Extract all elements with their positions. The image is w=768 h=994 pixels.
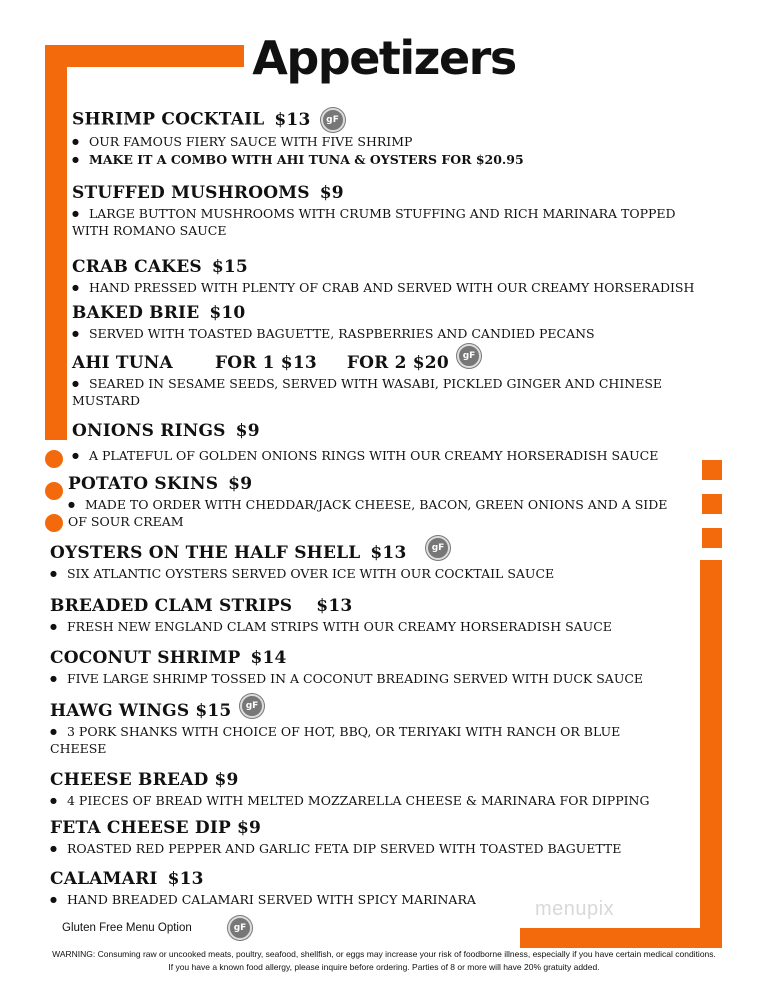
item-price: $13 (316, 596, 353, 616)
item-name: CALAMARI (50, 869, 158, 889)
menu-item-potato-skins (68, 473, 688, 530)
frame-bottom-bar (520, 928, 722, 948)
menu-item-ahi-tuna (72, 352, 702, 409)
item-price: $9 (214, 770, 239, 790)
gluten-free-badge-icon: gF (457, 344, 481, 368)
item-price: $13 (167, 869, 204, 889)
menu-item-crab-cakes (72, 256, 694, 296)
frame-dot-3 (45, 514, 63, 532)
item-description: ● 3 PORK SHANKS WITH CHOICE OF HOT, BBQ, OR TERIYAKI WITH RANCH OR BLUE CHEESE (50, 724, 621, 756)
menu-item-feta-cheese-dip (50, 817, 621, 857)
frame-square-2 (702, 494, 722, 514)
item-price: FOR 1 $13 (214, 353, 317, 373)
item-price: $13 (274, 109, 311, 130)
item-name: BREADED CLAM STRIPS (50, 596, 293, 616)
item-name: FETA CHEESE DIP (50, 818, 231, 838)
legend-label: Gluten Free Menu Option (62, 922, 192, 934)
menu-item-calamari (50, 868, 476, 908)
warning-line-1: WARNING: Consuming raw or uncooked meats, poultry, seafood, shellfish, or eggs may increase your risk of foodborne illness, especially if you have certain medical conditions. (52, 949, 716, 959)
menu-item-stuffed-mushrooms (72, 182, 712, 239)
frame-square-3 (702, 528, 722, 548)
frame-right-bar (700, 560, 722, 948)
food-warning (30, 948, 738, 974)
item-name: AHI TUNA (72, 353, 173, 373)
warning-line-2: If you have a known food allergy, please inquire before ordering. Parties of 8 or more will have 20% gratuity added. (168, 962, 600, 972)
item-name: CHEESE BREAD (50, 770, 209, 790)
item-description: ● SERVED WITH TOASTED BAGUETTE, RASPBERRIES AND CANDIED PECANS (72, 326, 595, 341)
menu-item-hawg-wings (50, 700, 650, 757)
menu-item-onions-rings (72, 420, 658, 464)
item-description: ● HAND PRESSED WITH PLENTY OF CRAB AND SERVED WITH OUR CREAMY HORSERADISH (72, 280, 695, 295)
frame-square-1 (702, 460, 722, 480)
item-description: ● MAKE IT A COMBO WITH AHI TUNA & OYSTERS FOR $20.95 (72, 152, 524, 167)
item-name: STUFFED MUSHROOMS (72, 183, 310, 203)
gluten-free-badge-icon: gF (321, 108, 345, 132)
watermark-logo: menupix (535, 898, 615, 920)
menu-item-baked-brie (72, 302, 595, 342)
item-name: HAWG WINGS (50, 701, 190, 721)
item-description: ● FIVE LARGE SHRIMP TOSSED IN A COCONUT BREADING SERVED WITH DUCK SAUCE (50, 671, 644, 686)
item-description: ● FRESH NEW ENGLAND CLAM STRIPS WITH OUR CREAMY HORSERADISH SAUCE (50, 619, 612, 634)
item-description: ● MADE TO ORDER WITH CHEDDAR/JACK CHEESE, BACON, GREEN ONIONS AND A SIDE OF SOUR CREAM (68, 497, 668, 529)
item-price-2: FOR 2 $20 (346, 353, 449, 373)
gluten-free-badge-icon: gF (228, 916, 252, 940)
item-price: $14 (250, 648, 287, 668)
item-name: CRAB CAKES (72, 257, 202, 277)
item-description: ● OUR FAMOUS FIERY SAUCE WITH FIVE SHRIMP (72, 134, 413, 149)
item-price: $13 (370, 543, 407, 563)
item-price: $9 (228, 474, 253, 494)
item-price: $15 (211, 257, 248, 277)
frame-dot-1 (45, 450, 63, 468)
item-name: SHRIMP COCKTAIL (72, 109, 265, 130)
item-description: ● LARGE BUTTON MUSHROOMS WITH CRUMB STUFFING AND RICH MARINARA TOPPED WITH ROMANO SAUCE (72, 206, 676, 238)
gluten-free-badge-icon: gF (426, 536, 450, 560)
item-price: $9 (237, 818, 262, 838)
page-title: Appetizers (0, 28, 768, 88)
item-price: $9 (319, 183, 344, 203)
item-description: ● 4 PIECES OF BREAD WITH MELTED MOZZARELLA CHEESE & MARINARA FOR DIPPING (50, 793, 650, 808)
item-price: $9 (235, 421, 260, 441)
menu-item-shrimp-cocktail (72, 108, 524, 168)
item-description: ● ROASTED RED PEPPER AND GARLIC FETA DIP SERVED WITH TOASTED BAGUETTE (50, 841, 622, 856)
menu-item-breaded-clam-strips (50, 595, 612, 635)
item-price: $10 (209, 303, 246, 323)
item-name: POTATO SKINS (68, 474, 219, 494)
item-name: COCONUT SHRIMP (50, 648, 241, 668)
menu-item-cheese-bread (50, 769, 649, 809)
menu-item-oysters-half-shell (50, 542, 554, 582)
menu-item-coconut-shrimp (50, 647, 643, 687)
gluten-free-legend (62, 922, 192, 934)
item-description: ● A PLATEFUL OF GOLDEN ONIONS RINGS WITH OUR CREAMY HORSERADISH SAUCE (72, 448, 659, 463)
item-description: ● SIX ATLANTIC OYSTERS SERVED OVER ICE WITH OUR COCKTAIL SAUCE (50, 566, 555, 581)
frame-dot-2 (45, 482, 63, 500)
item-price: $15 (195, 701, 232, 721)
item-name: ONIONS RINGS (72, 421, 226, 441)
item-name: BAKED BRIE (72, 303, 200, 323)
gluten-free-badge-icon: gF (240, 694, 264, 718)
item-name: OYSTERS ON THE HALF SHELL (50, 543, 361, 563)
item-description: ● SEARED IN SESAME SEEDS, SERVED WITH WASABI, PICKLED GINGER AND CHINESE MUSTARD (72, 376, 663, 408)
frame-left-bar (45, 45, 67, 440)
item-description: ● HAND BREADED CALAMARI SERVED WITH SPICY MARINARA (50, 892, 476, 907)
